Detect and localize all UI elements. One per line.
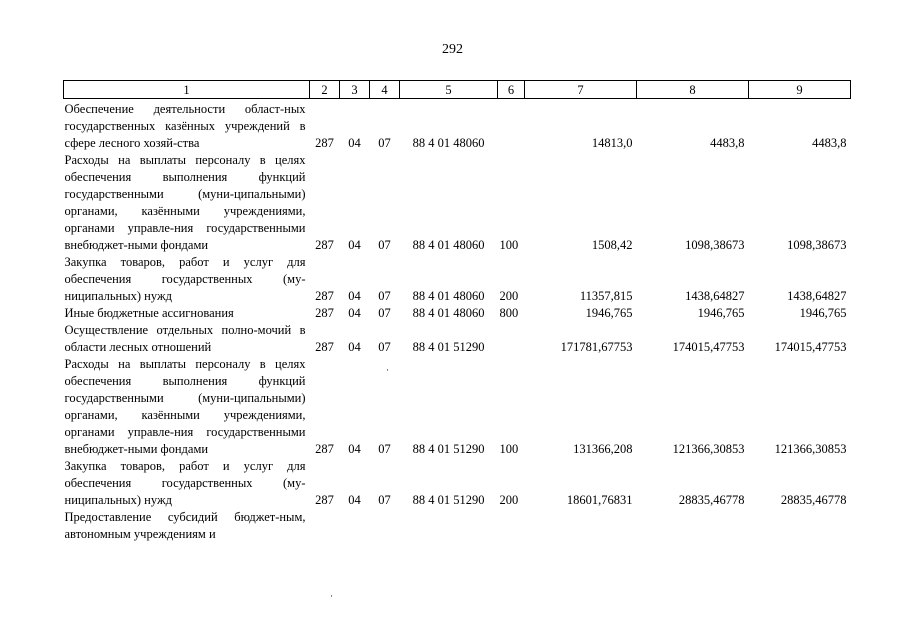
cell-target-article: 88 4 01 48060 <box>412 238 485 252</box>
cell-expense-type: 100 <box>499 442 519 456</box>
cell-subsection: 07 <box>378 340 391 354</box>
cell-ministry: 287 <box>315 289 334 303</box>
cell-ministry: 287 <box>315 340 334 354</box>
table-row <box>64 152 851 254</box>
cell-expense-type: 100 <box>499 238 519 252</box>
cell-ministry: 287 <box>315 442 334 456</box>
cell-amount-9: 1098,38673 <box>787 238 847 252</box>
column-header: 8 <box>637 81 749 99</box>
cell-amount-9: 1438,64827 <box>787 289 847 303</box>
row-name: Обеспечение деятельности област-ных государственных казённых учреждений в сфере лесного хозяй-ства <box>64 102 306 150</box>
cell-ministry: 287 <box>315 136 334 150</box>
cell-amount-7: 171781,67753 <box>560 340 633 354</box>
cell-subsection: 07 <box>378 136 391 150</box>
cell-amount-9 <box>749 509 851 543</box>
cell-target-article: 88 4 01 51290 <box>412 442 485 456</box>
cell-expense-type: 200 <box>499 493 519 507</box>
cell-subsection: 07 <box>378 238 391 252</box>
column-header: 3 <box>340 81 370 99</box>
cell-section: 04 <box>348 442 361 456</box>
table-row <box>64 305 851 322</box>
cell-subsection: 07 <box>378 289 391 303</box>
cell-amount-8: 121366,30853 <box>672 442 745 456</box>
cell-expense-type <box>498 509 525 543</box>
column-header: 4 <box>370 81 400 99</box>
cell-amount-9: 121366,30853 <box>774 442 847 456</box>
cell-expense-type: 200 <box>499 289 519 303</box>
column-header: 2 <box>310 81 340 99</box>
cell-expense-type <box>498 99 525 153</box>
cell-section <box>340 509 370 543</box>
row-name: Иные бюджетные ассигнования <box>64 306 234 320</box>
cell-amount-7: 11357,815 <box>579 289 633 303</box>
cell-target-article: 88 4 01 48060 <box>412 289 485 303</box>
cell-amount-7 <box>525 509 637 543</box>
cell-section: 04 <box>348 136 361 150</box>
scan-speck: · <box>330 591 333 601</box>
cell-ministry: 287 <box>315 238 334 252</box>
cell-amount-7: 1946,765 <box>585 306 633 320</box>
cell-amount-9: 28835,46778 <box>780 493 847 507</box>
cell-amount-8: 4483,8 <box>710 136 745 150</box>
table-row <box>64 99 851 153</box>
table-row <box>64 458 851 509</box>
table-row <box>64 356 851 458</box>
column-header: 9 <box>749 81 851 99</box>
cell-expense-type: 800 <box>499 306 519 320</box>
row-name: Закупка товаров, работ и услуг для обеспечения государственных (му-ниципальных) нужд <box>64 255 306 303</box>
scan-speck: · <box>386 365 389 375</box>
row-name: Расходы на выплаты персоналу в целях обеспечения выполнения функций государственными (муни-ципальными) органами, казёнными учреждениями, органами управле-ния государственными внебюджет-ными фондами <box>64 357 306 456</box>
cell-target-article: 88 4 01 48060 <box>412 136 485 150</box>
header-row <box>64 81 851 99</box>
cell-expense-type <box>498 322 525 356</box>
cell-amount-7: 14813,0 <box>591 136 633 150</box>
cell-target-article: 88 4 01 51290 <box>412 340 485 354</box>
cell-amount-8 <box>637 509 749 543</box>
row-name: Расходы на выплаты персоналу в целях обеспечения выполнения функций государственными (муни-ципальными) органами, казёнными учреждениями, органами управле-ния государственными внебюджет-ными фондами <box>64 153 306 252</box>
cell-amount-8: 1438,64827 <box>685 289 745 303</box>
table-row <box>64 254 851 305</box>
cell-ministry: 287 <box>315 493 334 507</box>
cell-ministry <box>310 509 340 543</box>
column-header: 1 <box>64 81 310 99</box>
column-header: 5 <box>400 81 498 99</box>
cell-ministry: 287 <box>315 306 334 320</box>
cell-subsection: 07 <box>378 493 391 507</box>
cell-amount-7: 18601,76831 <box>566 493 633 507</box>
cell-amount-8: 174015,47753 <box>672 340 745 354</box>
cell-target-article <box>400 509 498 543</box>
cell-subsection: 07 <box>378 306 391 320</box>
cell-target-article: 88 4 01 51290 <box>412 493 485 507</box>
cell-section: 04 <box>348 340 361 354</box>
cell-section: 04 <box>348 289 361 303</box>
cell-section: 04 <box>348 493 361 507</box>
table-row <box>64 322 851 356</box>
column-header: 7 <box>525 81 637 99</box>
budget-table <box>63 80 851 543</box>
cell-amount-8: 1098,38673 <box>685 238 745 252</box>
cell-amount-9: 1946,765 <box>799 306 847 320</box>
column-header: 6 <box>498 81 525 99</box>
table-row <box>64 509 851 543</box>
row-name: Предоставление субсидий бюджет-ным, автономным учреждениям и <box>64 510 306 541</box>
cell-amount-9: 174015,47753 <box>774 340 847 354</box>
cell-section: 04 <box>348 238 361 252</box>
cell-subsection: 07 <box>378 442 391 456</box>
page-number: 292 <box>442 42 463 57</box>
cell-amount-7: 131366,208 <box>573 442 633 456</box>
cell-amount-8: 1946,765 <box>697 306 745 320</box>
row-name: Закупка товаров, работ и услуг для обеспечения государственных (му-ниципальных) нужд <box>64 459 306 507</box>
row-name: Осуществление отдельных полно-мочий в области лесных отношений <box>64 323 306 354</box>
cell-amount-9: 4483,8 <box>812 136 847 150</box>
cell-target-article: 88 4 01 48060 <box>412 306 485 320</box>
cell-section: 04 <box>348 306 361 320</box>
cell-amount-8: 28835,46778 <box>678 493 745 507</box>
cell-subsection <box>370 509 400 543</box>
cell-amount-7: 1508,42 <box>591 238 633 252</box>
